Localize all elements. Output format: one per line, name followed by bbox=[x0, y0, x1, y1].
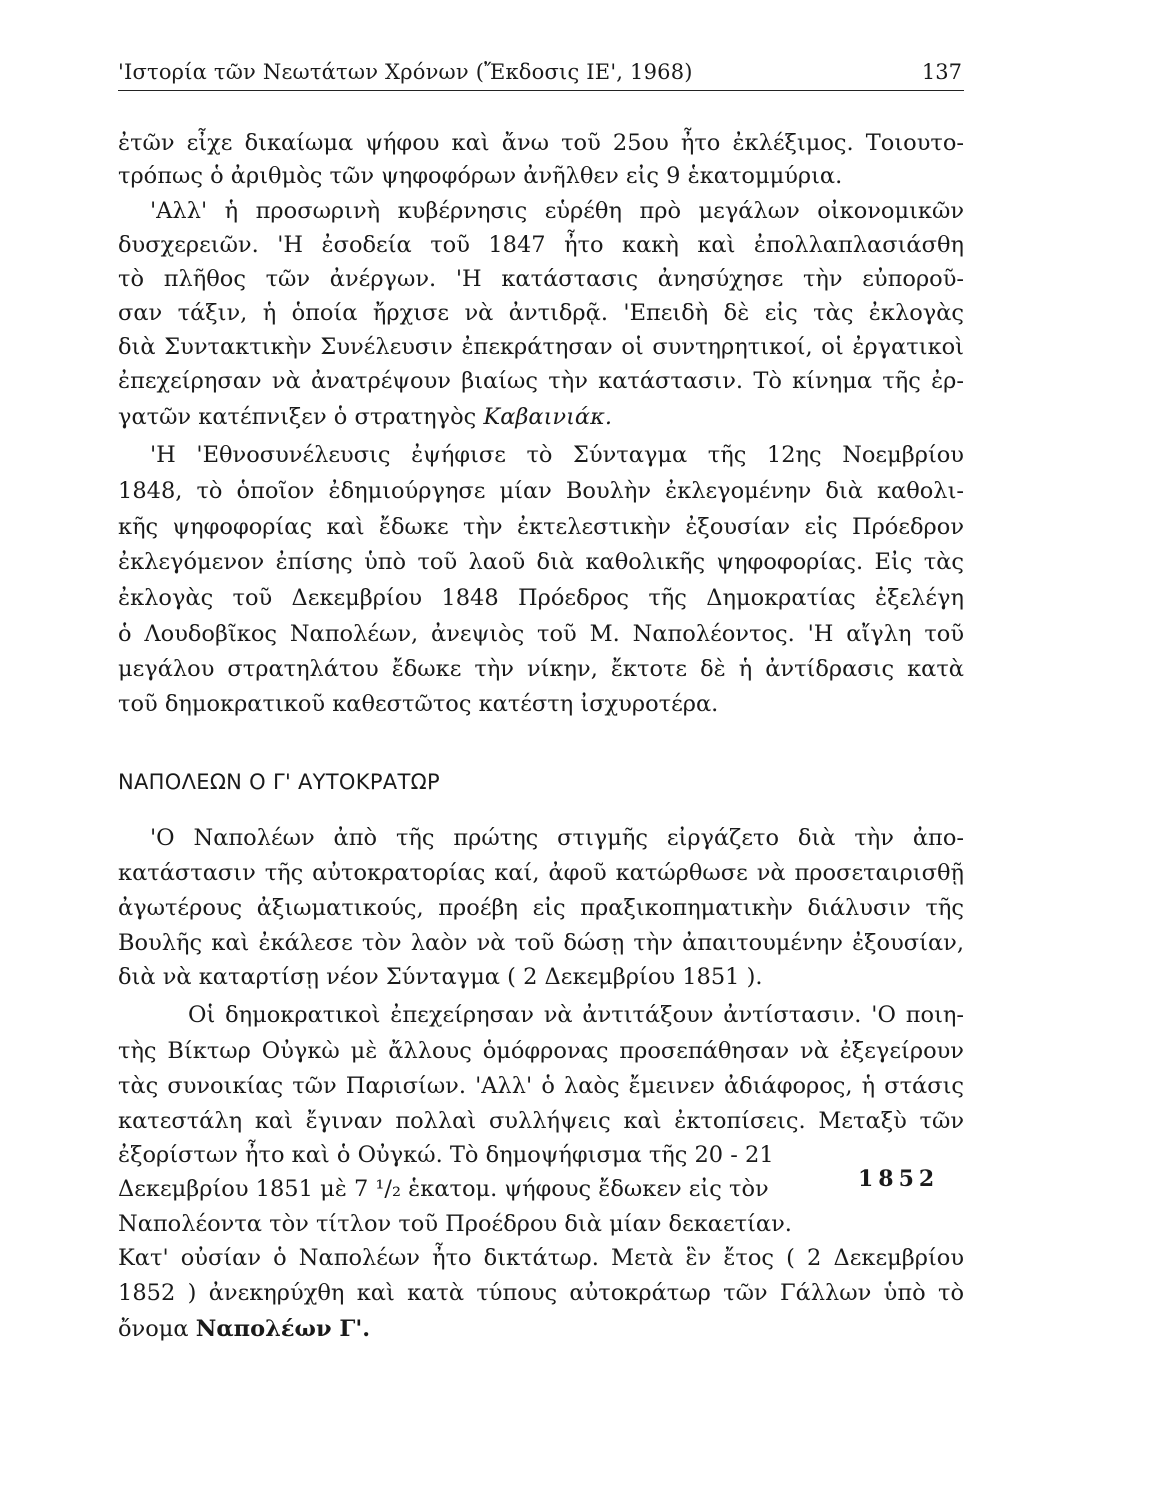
text-line bbox=[118, 402, 964, 434]
text-line: ἐκλεγόμενον ἐπίσης ὑπὸ τοῦ λαοῦ διὰ καθολικῆς ψηφοφορίας. Εἰς τὰς bbox=[118, 549, 964, 575]
text-line: Ναπολέοντα τὸν τίτλον τοῦ Προέδρου διὰ μίαν δεκαετίαν. bbox=[118, 1211, 792, 1237]
text-line: τὰς συνοικίας τῶν Παρισίων. 'Αλλ' ὁ λαὸς ἔμεινεν ἀδιάφορος, ἡ στάσις bbox=[118, 1073, 964, 1099]
text-line: τρόπως ὁ ἀριθμὸς τῶν ψηφοφόρων ἀνῆλθεν εἰς 9 ἑκατομμύρια. bbox=[118, 163, 843, 189]
text-line: ἐξορίστων ἦτο καὶ ὁ Οὐγκώ. Τὸ δημοψήφισμα τῆς 20 - 21 bbox=[118, 1142, 774, 1168]
running-title: 'Ιστορία τῶν Νεωτάτων Χρόνων (Ἔκδοσις ΙΕ', 1968) bbox=[118, 60, 693, 84]
section-heading: ΝΑΠΟΛΕΩΝ Ο Γ' ΑΥΤΟΚΡΑΤΩΡ bbox=[118, 770, 440, 794]
text-line: σαν τάξιν, ἡ ὁποία ἤρχισε νὰ ἀντιδρᾷ. 'Επειδὴ δὲ εἰς τὰς ἐκλογὰς bbox=[118, 300, 964, 326]
text-line: Βουλῆς καὶ ἐκάλεσε τὸν λαὸν νὰ τοῦ δώσῃ τὴν ἀπαιτουμένην ἐξουσίαν, bbox=[118, 930, 964, 956]
text-line: τὸ πλῆθος τῶν ἀνέργων. 'Η κατάστασις ἀνησύχησε τὴν εὐποροῦ- bbox=[118, 266, 964, 292]
text-line: Οἱ δημοκρατικοὶ ἐπεχείρησαν νὰ ἀντιτάξουν ἀντίστασιν. 'Ο ποιη- bbox=[188, 1002, 964, 1028]
text-line: 1848, τὸ ὁποῖον ἐδημιούργησε μίαν Βουλὴν ἐκλεγομένην διὰ καθολι- bbox=[118, 478, 964, 504]
text-line: ἐπεχείρησαν νὰ ἀνατρέψουν βιαίως τὴν κατάστασιν. Τὸ κίνημα τῆς ἐρ- bbox=[118, 368, 964, 394]
text-segment: ὄνομα bbox=[118, 1316, 189, 1342]
header-rule bbox=[118, 90, 964, 91]
text-line: διὰ Συντακτικὴν Συνέλευσιν ἐπεκράτησαν οἱ συντηρητικοί, οἱ ἐργατικοὶ bbox=[118, 334, 964, 360]
emperor-name: Ναπολέων Γ'. bbox=[195, 1316, 371, 1342]
text-line: διὰ νὰ καταρτίσῃ νέον Σύνταγμα ( 2 Δεκεμβρίου 1851 ). bbox=[118, 964, 763, 990]
text-line: 1852 ) ἀνεκηρύχθη καὶ κατὰ τύπους αὐτοκράτωρ τῶν Γάλλων ὑπὸ τὸ bbox=[118, 1280, 964, 1306]
text-line: 'Αλλ' ἡ προσωρινὴ κυβέρνησις εὑρέθη πρὸ μεγάλων οἰκονομικῶν bbox=[150, 198, 964, 224]
text-line: κατάστασιν τῆς αὐτοκρατορίας καί, ἀφοῦ κατώρθωσε νὰ προσεταιρισθῇ bbox=[118, 860, 964, 886]
text-line: 'Ο Ναπολέων ἀπὸ τῆς πρώτης στιγμῆς εἰργάζετο διὰ τὴν ἀπο- bbox=[150, 825, 964, 851]
text-line bbox=[118, 1314, 964, 1346]
text-line: μεγάλου στρατηλάτου ἔδωκε τὴν νίκην, ἔκτοτε δὲ ἡ ἀντίδρασις κατὰ bbox=[118, 656, 964, 682]
text-line: ἐτῶν εἶχε δικαίωμα ψήφου καὶ ἄνω τοῦ 25ου ἦτο ἐκλέξιμος. Τοιουτο- bbox=[118, 130, 964, 156]
text-line: τοῦ δημοκρατικοῦ καθεστῶτος κατέστη ἰσχυροτέρα. bbox=[118, 691, 719, 717]
text-line: Δεκεμβρίου 1851 μὲ 7 ¹/₂ ἑκατομ. ψήφους ἔδωκεν εἰς τὸν bbox=[118, 1176, 769, 1202]
page-number: 137 bbox=[921, 60, 962, 84]
text-line: δυσχερειῶν. 'Η ἐσοδεία τοῦ 1847 ἦτο κακὴ καὶ ἐπολλαπλασιάσθη bbox=[118, 232, 964, 258]
text-line: ἀγωτέρους ἀξιωματικούς, προέβη εἰς πραξικοπηματικὴν διάλυσιν τῆς bbox=[118, 895, 964, 921]
text-line: Κατ' οὐσίαν ὁ Ναπολέων ἦτο δικτάτωρ. Μετὰ ἓν ἔτος ( 2 Δεκεμβρίου bbox=[118, 1245, 964, 1271]
text-segment: γατῶν κατέπνιξεν ὁ στρατηγὸς bbox=[118, 404, 477, 430]
margin-year: 1852 bbox=[858, 1166, 940, 1192]
running-head bbox=[118, 56, 962, 90]
text-line: ἐκλογὰς τοῦ Δεκεμβρίου 1848 Πρόεδρος τῆς Δημοκρατίας ἐξελέγη bbox=[118, 585, 964, 611]
text-line: ὁ Λουδοβῖκος Ναπολέων, ἀνεψιὸς τοῦ Μ. Ναπολέοντος. 'Η αἴγλη τοῦ bbox=[118, 621, 964, 647]
text-line: τὴς Βίκτωρ Οὐγκὼ μὲ ἄλλους ὁμόφρονας προσεπάθησαν νὰ ἐξεγείρουν bbox=[118, 1038, 964, 1064]
general-name: Καβαινιάκ. bbox=[483, 404, 613, 430]
text-line: κατεστάλη καὶ ἔγιναν πολλαὶ συλλήψεις καὶ ἐκτοπίσεις. Μεταξὺ τῶν bbox=[118, 1108, 964, 1134]
text-line: 'Η 'Εθνοσυνέλευσις ἐψήφισε τὸ Σύνταγμα τῆς 12ης Νοεμβρίου bbox=[150, 442, 964, 468]
text-line: κῆς ψηφοφορίας καὶ ἔδωκε τὴν ἐκτελεστικὴν ἐξουσίαν εἰς Πρόεδρον bbox=[118, 514, 964, 540]
